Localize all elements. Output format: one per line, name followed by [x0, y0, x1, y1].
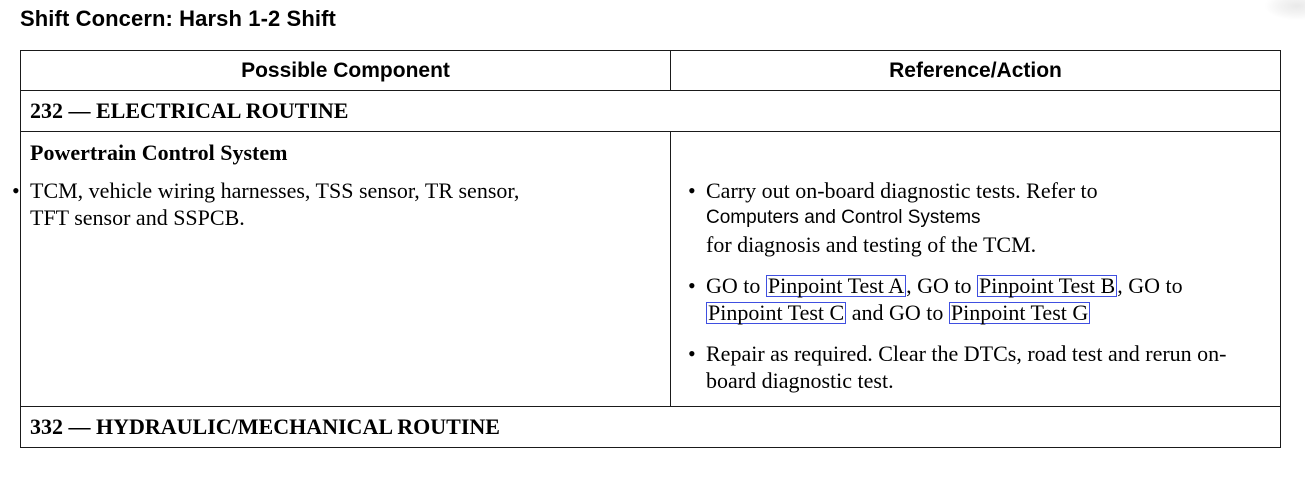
action-item-repair: • Repair as required. Clear the DTCs, road test and rerun on-board diagnostic test.	[706, 340, 1270, 394]
corner-watermark	[1265, 0, 1305, 20]
component-title: Powertrain Control System	[30, 140, 288, 165]
routine-row-hydraulic	[21, 407, 1281, 448]
action-text: , GO to	[1117, 273, 1183, 298]
page-title: Shift Concern: Harsh 1-2 Shift	[20, 6, 336, 31]
action-text: for diagnosis and testing of the TCM.	[706, 232, 1037, 257]
action-text: , GO to	[906, 273, 972, 298]
action-text: GO to	[706, 273, 761, 298]
routine-electrical-label: 232 — ELECTRICAL ROUTINE	[21, 91, 1281, 132]
pinpoint-test-a-link[interactable]: Pinpoint Test A	[767, 273, 905, 298]
pinpoint-test-g-link[interactable]: Pinpoint Test G	[950, 300, 1089, 325]
action-list	[706, 177, 1270, 394]
action-text: and GO to	[851, 300, 944, 325]
action-cell	[671, 132, 1281, 407]
shift-concern-table	[20, 50, 1281, 448]
reference-computers-control: Computers and Control Systems	[706, 207, 981, 228]
component-list	[30, 177, 660, 231]
header-possible-component: Possible Component	[21, 51, 671, 91]
action-item-diagnostic	[706, 177, 1270, 258]
routine-hydraulic-label: 332 — HYDRAULIC/MECHANICAL ROUTINE	[21, 407, 1281, 448]
header-reference-action: Reference/Action	[671, 51, 1281, 91]
action-item-pinpoint	[706, 272, 1270, 326]
action-text: Carry out on-board diagnostic tests. Refer to	[706, 178, 1098, 203]
routine-row-electrical	[21, 91, 1281, 132]
component-cell	[21, 132, 671, 407]
component-bullet: • TCM, vehicle wiring harnesses, TSS sensor, TR sensor, TFT sensor and SSPCB.	[30, 177, 560, 231]
pinpoint-test-b-link[interactable]: Pinpoint Test B	[978, 273, 1116, 298]
table-header-row	[21, 51, 1281, 91]
table-row	[21, 132, 1281, 407]
pinpoint-test-c-link[interactable]: Pinpoint Test C	[708, 300, 845, 325]
